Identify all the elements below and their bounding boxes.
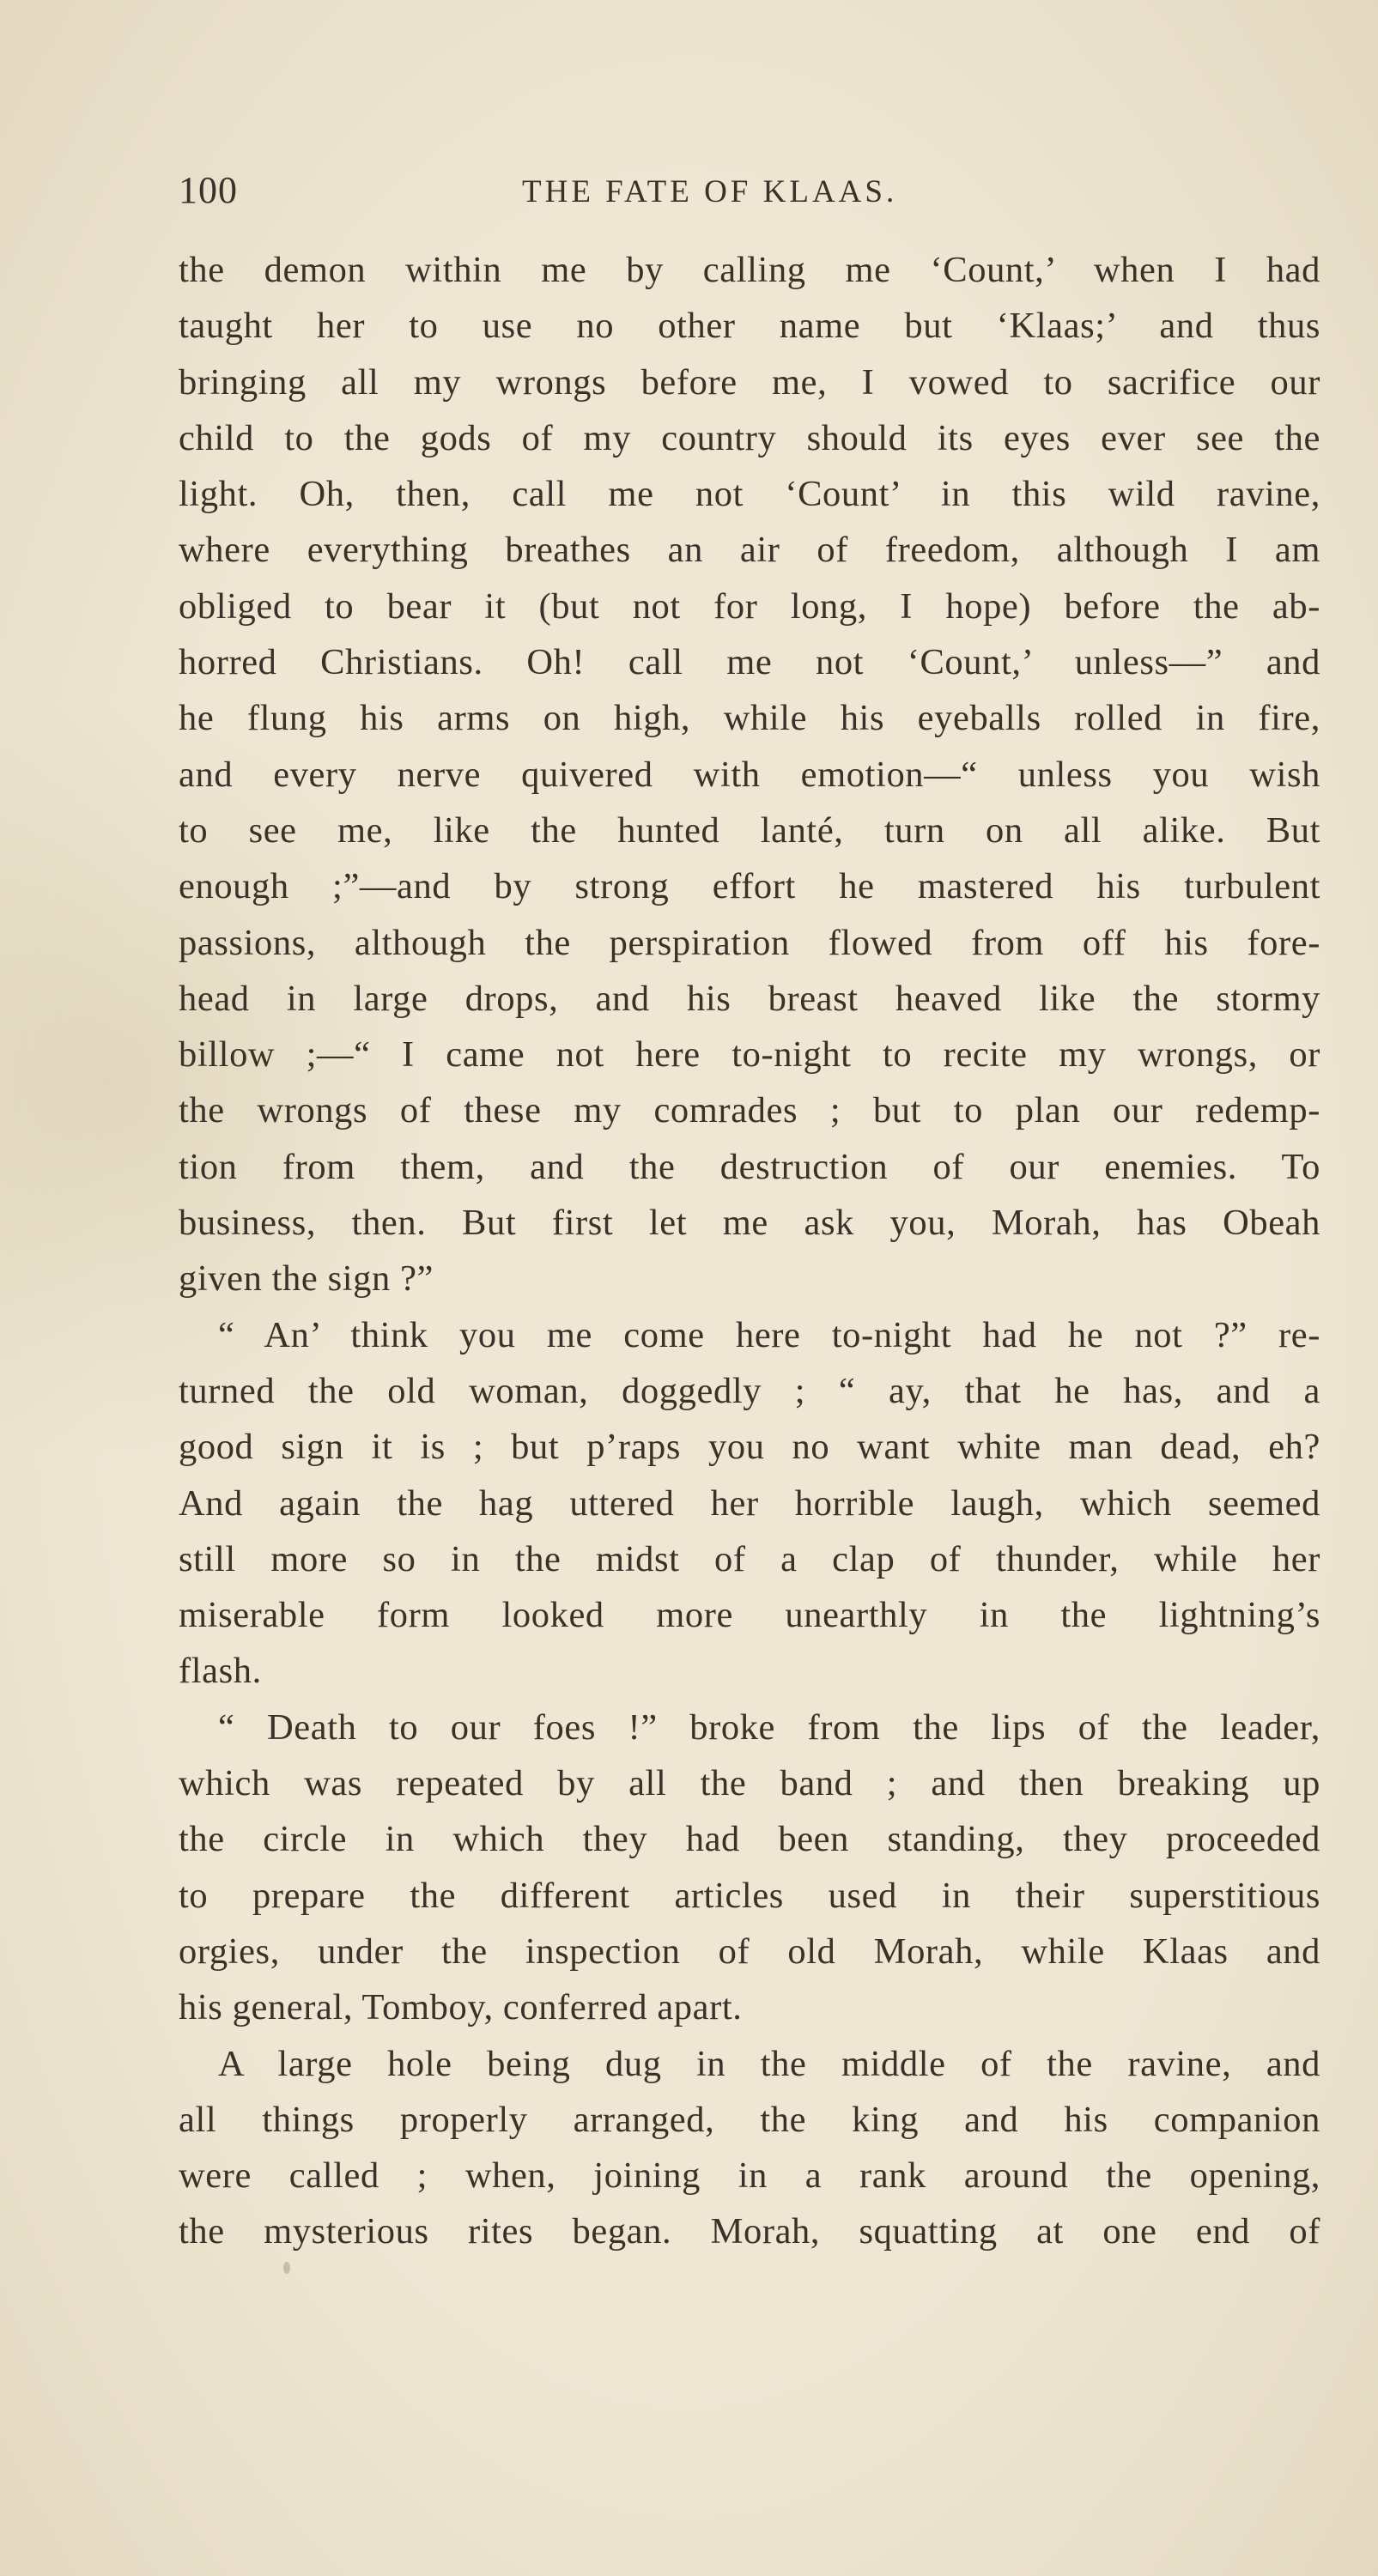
- text-line: enough ;”—and by strong effort he mastered his turbulent: [179, 866, 1320, 907]
- text-line: the wrongs of these my comrades ; but to plan our redemp-: [179, 1090, 1320, 1131]
- text-line: the demon within me by calling me ‘Count,’ when I had: [179, 250, 1320, 290]
- text-line: billow ;—“ I came not here to-night to recite my wrongs, or: [179, 1034, 1320, 1076]
- text-line: And again the hag uttered her horrible laugh, which seemed: [179, 1482, 1320, 1524]
- text-line: all things properly arranged, the king and his companion: [179, 2099, 1320, 2140]
- text-line: good sign it is ; but p’raps you no want white man dead, eh?: [179, 1427, 1320, 1468]
- text-line: obliged to bear it (but not for long, I hope) before the ab-: [179, 585, 1320, 627]
- text-line: given the sign ?”: [179, 1258, 434, 1300]
- text-line: taught her to use no other name but ‘Klaas;’ and thus: [179, 306, 1320, 347]
- text-line: his general, Tomboy, conferred apart.: [179, 1987, 743, 2028]
- text-line: passions, although the perspiration flowed from off his fore-: [179, 922, 1320, 963]
- text-line: where everything breathes an air of freedom, although I am: [179, 530, 1320, 571]
- text-line: to prepare the different articles used in their superstitious: [179, 1875, 1320, 1916]
- text-line: “ An’ think you me come here to-night had he not ?” re-: [218, 1314, 1320, 1355]
- running-title: THE FATE OF KLAAS.: [522, 174, 898, 209]
- page-number: 100: [179, 169, 238, 211]
- paper-stain: [283, 2262, 290, 2274]
- text-line: “ Death to our foes !” broke from the lips of the leader,: [218, 1706, 1320, 1748]
- text-line: and every nerve quivered with emotion—“ unless you wish: [179, 754, 1320, 795]
- text-line: tion from them, and the destruction of our enemies. To: [179, 1146, 1320, 1187]
- text-line: head in large drops, and his breast heaved like the stormy: [179, 978, 1320, 1019]
- text-line: the mysterious rites began. Morah, squatting at one end of: [179, 2211, 1320, 2252]
- text-line: miserable form looked more unearthly in the lightning’s: [179, 1595, 1320, 1636]
- text-line: still more so in the midst of a clap of thunder, while her: [179, 1538, 1320, 1579]
- text-line: he flung his arms on high, while his eyeballs rolled in fire,: [179, 698, 1320, 739]
- text-line: orgies, under the inspection of old Morah, while Klaas and: [179, 1930, 1320, 1972]
- text-line: business, then. But first let me ask you, Morah, has Obeah: [179, 1203, 1320, 1244]
- text-line: turned the old woman, doggedly ; “ ay, that he has, and a: [179, 1370, 1320, 1411]
- text-line: child to the gods of my country should its eyes ever see the: [179, 417, 1320, 458]
- text-line: were called ; when, joining in a rank around the opening,: [179, 2155, 1320, 2197]
- text-line: flash.: [179, 1651, 262, 1692]
- text-line: horred Christians. Oh! call me not ‘Count,’ unless—” and: [179, 642, 1320, 683]
- text-line: light. Oh, then, call me not ‘Count’ in this wild ravine,: [179, 474, 1320, 515]
- text-line: bringing all my wrongs before me, I vowed to sacrifice our: [179, 361, 1320, 403]
- text-line: which was repeated by all the band ; and then breaking up: [179, 1763, 1320, 1804]
- body-text: [179, 242, 1320, 2260]
- text-line: the circle in which they had been standing, they proceeded: [179, 1819, 1320, 1860]
- page-header: [179, 168, 1226, 220]
- text-line: to see me, like the hunted lanté, turn on all alike. But: [179, 809, 1320, 851]
- text-line: A large hole being dug in the middle of the ravine, and: [218, 2043, 1320, 2084]
